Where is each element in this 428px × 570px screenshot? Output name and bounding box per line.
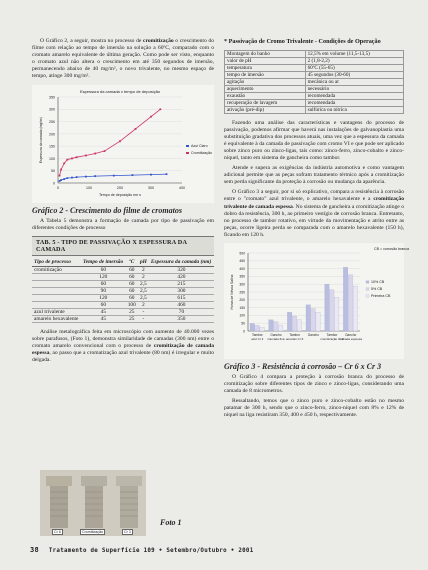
data-point	[66, 158, 68, 160]
page-number: 38	[30, 546, 40, 554]
x-category-label: Gancho	[345, 333, 357, 337]
table-row	[32, 315, 214, 322]
table5-title: TAB. 5 - TIPO DE PASSIVAÇÃO X ESPESSURA DA CAMADA	[32, 236, 214, 256]
x-category-label: Tambor	[252, 333, 263, 337]
table-row	[225, 71, 404, 78]
photo-micrograph-image	[40, 470, 146, 536]
y-tick-label: 500	[239, 251, 245, 256]
table-cell: -	[138, 315, 149, 322]
data-point	[60, 179, 62, 181]
table-row	[32, 287, 214, 294]
data-point	[85, 175, 87, 177]
x-category-label: Gancho	[307, 333, 319, 337]
text: , ao passo que a cromatização azul trivalente (80 nm) é irregular e muito delgada.	[32, 350, 214, 364]
table-operating-conditions	[224, 50, 404, 114]
x-tick-label: 400	[179, 185, 185, 190]
table-cell: 2	[138, 273, 149, 280]
x-tick-label: 200	[117, 185, 123, 190]
chart-corrosion-resistance	[224, 243, 410, 359]
paragraph-ressaltando: Ressaltando, temos que o zinco puro e zinco-cobalto estão no mesmo patamar de 300 h, sendo que o zinco-ferro, zinco-níquel com 8% e 12% de níquel na liga resistiram 350, 400 e 450 h, respectivamente.	[224, 398, 404, 419]
data-point	[60, 168, 62, 170]
table-cell: Montagem do banho	[225, 50, 306, 57]
bar	[297, 320, 301, 331]
table-cell: 45	[81, 308, 126, 315]
y-tick-label: 150	[49, 144, 55, 149]
table-cell	[32, 280, 81, 287]
bar	[250, 324, 254, 331]
table-cell: 60	[126, 266, 138, 273]
table-row	[225, 64, 404, 71]
table-cell: 615	[149, 294, 214, 301]
table-cell: 12,5% em volume (11,5-13,5)	[305, 50, 403, 57]
chart-film-growth-svg	[32, 85, 214, 203]
bar	[274, 322, 278, 331]
bold-text: cromitização trivalente de camada espessa	[224, 196, 404, 210]
table-row	[32, 301, 214, 308]
table-cell: 350	[149, 315, 214, 322]
chart-corrosion-resistance-svg	[224, 243, 410, 359]
y-tick-label: 100	[239, 313, 245, 318]
table-row	[32, 280, 214, 287]
table-row	[225, 57, 404, 64]
text: O Gráfico 3 a seguir, por si só explicativo, compara a resistência à corrosão entre o "cromato" azul trivalente, o amarelo hexavalente e a	[224, 189, 404, 203]
data-point	[59, 174, 61, 176]
table-cell: recomendada	[305, 99, 403, 106]
legend-label: 10% CB	[371, 280, 385, 284]
y-tick-label: 400	[239, 266, 245, 271]
y-tick-label: 300	[49, 107, 55, 112]
x-tick-label: 100	[86, 185, 92, 190]
data-point	[63, 162, 65, 164]
data-point	[94, 152, 96, 154]
photo-micrographs	[40, 470, 146, 536]
page-footer	[30, 546, 254, 554]
table-row	[32, 266, 214, 273]
legend-swatch	[186, 145, 189, 147]
data-point	[85, 154, 87, 156]
table-cell: 460	[149, 301, 214, 308]
table-row	[225, 78, 404, 85]
photo-label-cr3: Cr 3	[124, 530, 131, 534]
x-tick-label: 0	[57, 185, 59, 190]
bar	[353, 286, 357, 331]
paragraph-grafico4: O Gráfico 4 compara a proteção à corrosão branca do processo de cromitização sobre diferentes tipos de zinco e zinco-ligas, considerando uma camada de 8 micrometros.	[224, 374, 404, 395]
table-cell	[32, 287, 81, 294]
bar	[306, 305, 310, 331]
table-cell: 2,5	[138, 287, 149, 294]
bar	[325, 284, 329, 331]
y-tick-label: 100	[49, 156, 55, 161]
bar	[255, 325, 259, 331]
data-point	[132, 174, 134, 176]
col-header-ph: pH	[138, 258, 149, 267]
table-cell: 2	[138, 301, 149, 308]
x-category-sublabel: camada espessa	[339, 337, 363, 341]
table-passivation-thickness	[32, 258, 214, 323]
table-row	[225, 50, 404, 57]
y-axis-label: Horas de Névoa Salina	[230, 274, 234, 310]
table-cell: 2	[138, 266, 149, 273]
table-cell	[32, 294, 81, 301]
data-point	[166, 173, 168, 175]
photo-label-cr6: Cr 6	[54, 530, 61, 534]
table-cell: tempo de imersão	[225, 71, 306, 78]
paragraph-grafico3-intro	[224, 189, 404, 239]
y-tick-label: 300	[239, 282, 245, 287]
text: O Gráfico 2, a seguir, mostra no processo de	[40, 38, 144, 44]
y-axis-label: Espessura da camada (mg/m²)	[39, 116, 43, 163]
table-cell: 60	[126, 280, 138, 287]
table-cell: 2,5	[138, 294, 149, 301]
table-cell: 45 segundos (30-60)	[305, 71, 403, 78]
text: Análise metalográfica feita em microscópio com aumento de 40.000 vezes sobre parafusos, (Foto 1), demonstra similaridade de camadas (300 nm) entre o cromato amarelo convencional com o processo de	[32, 328, 214, 349]
series-line-cromitizacao	[60, 109, 161, 175]
table-cell: 45	[81, 315, 126, 322]
table-cell: cromitização	[32, 266, 81, 273]
legend-swatch	[366, 281, 369, 283]
x-axis-label: Tempo de deposição em s	[99, 192, 141, 197]
paragraph-metalografia	[32, 329, 214, 364]
bar	[311, 309, 315, 331]
table-cell: 120	[81, 294, 126, 301]
table-cell: 60	[126, 294, 138, 301]
paragraph-analise: Fazendo uma análise das características e vantagens do processo de passivação, podemos afirmar que haverá nas instalações de galvanoplastia uma substituição gradativa dos processos atuais, uma vez que a espessura da camada é equivalente à da camada de passivação com cromo VI e que pode ser aplicado sobre zinco puro ou zinco-ligas, tais como: zinco-ferro, zinco-cobalto e zinco-níquel, tanto em sistema de gancheira como tambor.	[224, 119, 404, 161]
left-column	[32, 38, 214, 367]
x-tick-label: 300	[148, 185, 154, 190]
y-tick-label: 350	[49, 94, 55, 99]
y-tick-label: 200	[239, 298, 245, 303]
bold-text: cromitização de camada espessa	[32, 342, 215, 357]
x-category-sublabel: cromitização Cr 3	[320, 337, 344, 341]
y-tick-label: 350	[239, 274, 245, 279]
table-cell: 70	[149, 308, 214, 315]
data-point	[76, 156, 78, 158]
legend-swatch	[366, 288, 369, 290]
table-cell: -	[138, 308, 149, 315]
y-tick-label: 250	[239, 290, 245, 295]
bar	[330, 290, 334, 331]
x-category-label: Tambor	[289, 333, 300, 337]
y-tick-label: 150	[239, 305, 245, 310]
table-cell: sulfúrica ou nítrica	[305, 106, 403, 113]
caption-grafico-2: Gráfico 2 - Crescimento do filme de cromatos	[32, 205, 182, 215]
paragraph-tabela5-intro: A Tabela 5 demonstra a formação de camada por tipo de passivação em diferentes condições de processo	[32, 217, 214, 231]
data-point	[159, 108, 161, 110]
y-tick-label: 250	[49, 119, 55, 124]
caption-grafico-3: Gráfico 3 - Resistência à corrosão – Cr 6 x Cr 3	[224, 362, 382, 371]
table-row	[225, 106, 404, 113]
bar	[269, 320, 273, 331]
legend-label: Cromitização	[191, 150, 212, 155]
x-category-sublabel: azul Cr 3	[251, 337, 264, 341]
data-point	[71, 176, 73, 178]
data-point	[113, 174, 115, 176]
bar	[260, 327, 264, 331]
col-header-time: Tempo de imersão	[81, 258, 126, 267]
table-row	[225, 99, 404, 106]
table-cell: mecânica ou ar	[305, 78, 403, 85]
y-tick-label: 50	[241, 321, 245, 326]
bar	[287, 312, 291, 331]
table-cell: 60	[81, 266, 126, 273]
bar	[348, 275, 352, 331]
y-tick-label: 200	[49, 131, 55, 136]
y-tick-label: 0	[243, 329, 245, 334]
table-cell: 120	[81, 273, 126, 280]
data-point	[150, 173, 152, 175]
table-row	[32, 273, 214, 280]
data-point	[71, 157, 73, 159]
photo-label-cromitizacao: Cromitização	[82, 530, 103, 534]
bar	[316, 312, 320, 331]
table-cell: 25	[126, 315, 138, 322]
data-point	[150, 115, 152, 117]
table-cell: 60	[81, 280, 126, 287]
section-title-conditions: * Passivação de Cromo Trivalente - Condições de Operação	[224, 38, 381, 45]
chart-legend-title: CB = corrosão branca	[374, 247, 410, 251]
chart-title: Espessura da camada x tempo de deposição	[79, 88, 161, 94]
table-row	[32, 308, 214, 315]
table-cell: amarelo hexavalente	[32, 315, 81, 322]
table-cell: agitação	[225, 78, 306, 85]
table-cell: 25	[126, 308, 138, 315]
table5-body	[32, 266, 214, 322]
table-cell: azul trivalente	[32, 308, 81, 315]
table-cell	[32, 301, 81, 308]
text: o crescimento do filme com relação ao tempo de imersão na solução a 60ºC, comparado com o cromato amarelo equivalente de última geração. Como pode ser visto, enquanto o cromato azul não altera o crescimento em até 350 segundos de imersão, permanecendo abaixo de 40 mg/m², o novo trivalente, no mesmo espaço de tempo, atinge 300 mg/m².	[32, 38, 214, 80]
table-cell: recomendada	[305, 92, 403, 99]
data-point	[119, 140, 121, 142]
y-tick-label: 50	[51, 168, 55, 173]
table-cell: 420	[149, 273, 214, 280]
table-cell: 60	[126, 273, 138, 280]
table-cell: 60ºC (55-65)	[305, 64, 403, 71]
table-cell: 320	[149, 266, 214, 273]
col-header-thickness: Espessura da camada (nm)	[149, 258, 214, 267]
table-row	[225, 85, 404, 92]
y-tick-label: 0	[53, 180, 55, 185]
data-point	[76, 176, 78, 178]
legend-label: 5% CB	[371, 287, 383, 291]
x-category-label: Gancho	[270, 333, 282, 337]
table-cell: valor de pH	[225, 57, 306, 64]
bar	[278, 325, 282, 331]
legend-label: Primeira CB	[371, 294, 391, 298]
data-point	[66, 177, 68, 179]
data-point	[94, 175, 96, 177]
bold-text: cromitização	[143, 38, 174, 44]
legend-swatch	[366, 295, 369, 297]
legend-swatch	[186, 152, 189, 154]
table-cell: recuperação de lavagem	[225, 99, 306, 106]
right-column	[224, 38, 410, 423]
paragraph-exigencias: Atende e supera as exigências da indústria automotiva e como vantagem adicional permite que as peças sofram tratamento térmico após a cromitização sem perda significante da proteção à corrosão ou mudança da aparência.	[224, 165, 404, 186]
table-row	[225, 92, 404, 99]
x-category-sublabel: amarelo Cr 6	[285, 337, 304, 341]
table-cell: necessário	[305, 85, 403, 92]
table6-body	[225, 50, 404, 113]
paragraph-grafico2-intro	[32, 38, 214, 81]
data-point	[63, 178, 65, 180]
table-cell	[32, 273, 81, 280]
legend-label: Azul Claro	[191, 143, 208, 148]
table-header-row	[32, 258, 214, 267]
table-cell: 215	[149, 280, 214, 287]
footer-publication: Tratamento de Superfície 109 • Setembro/Outubro • 2001	[48, 548, 254, 554]
text: . No sistema de gancheira a cromitização atinge o dobro da resistência, 300 h, ao primeiro vestígio de corrosão branca. Entretanto, no processo de tambor rotativo, em virtude da movimentação e atrito entre as peças, ocorre ligeira perda se comparada com o amarelo hexavalente (150 h), ficando em 120 h.	[224, 203, 404, 238]
table-cell: 300	[149, 287, 214, 294]
table-cell: exaustão	[225, 92, 306, 99]
table-cell: 2 (1,8-2,2)	[305, 57, 403, 64]
table-cell: 100	[126, 301, 138, 308]
table-cell: temperatura	[225, 64, 306, 71]
data-point	[135, 128, 137, 130]
photo-caption: Foto 1	[160, 518, 182, 527]
col-header-temp: ºC	[126, 258, 138, 267]
table-cell: aquecimento	[225, 85, 306, 92]
data-point	[104, 150, 106, 152]
col-header-process: Tipo de processo	[32, 258, 81, 267]
chart-film-growth	[32, 85, 214, 203]
bar	[292, 316, 296, 331]
table-cell: 2,5	[138, 280, 149, 287]
bar	[343, 267, 347, 331]
table-cell: 90	[81, 287, 126, 294]
x-category-sublabel: Camada fina	[267, 337, 285, 341]
data-point	[59, 180, 61, 182]
table-cell: 60	[126, 287, 138, 294]
table-row	[32, 294, 214, 301]
table-cell: 60	[81, 301, 126, 308]
y-tick-label: 450	[239, 259, 245, 264]
x-category-label: Tambor	[326, 333, 338, 337]
table-cell: ativação (pré-dip)	[225, 106, 306, 113]
bar	[334, 297, 338, 331]
